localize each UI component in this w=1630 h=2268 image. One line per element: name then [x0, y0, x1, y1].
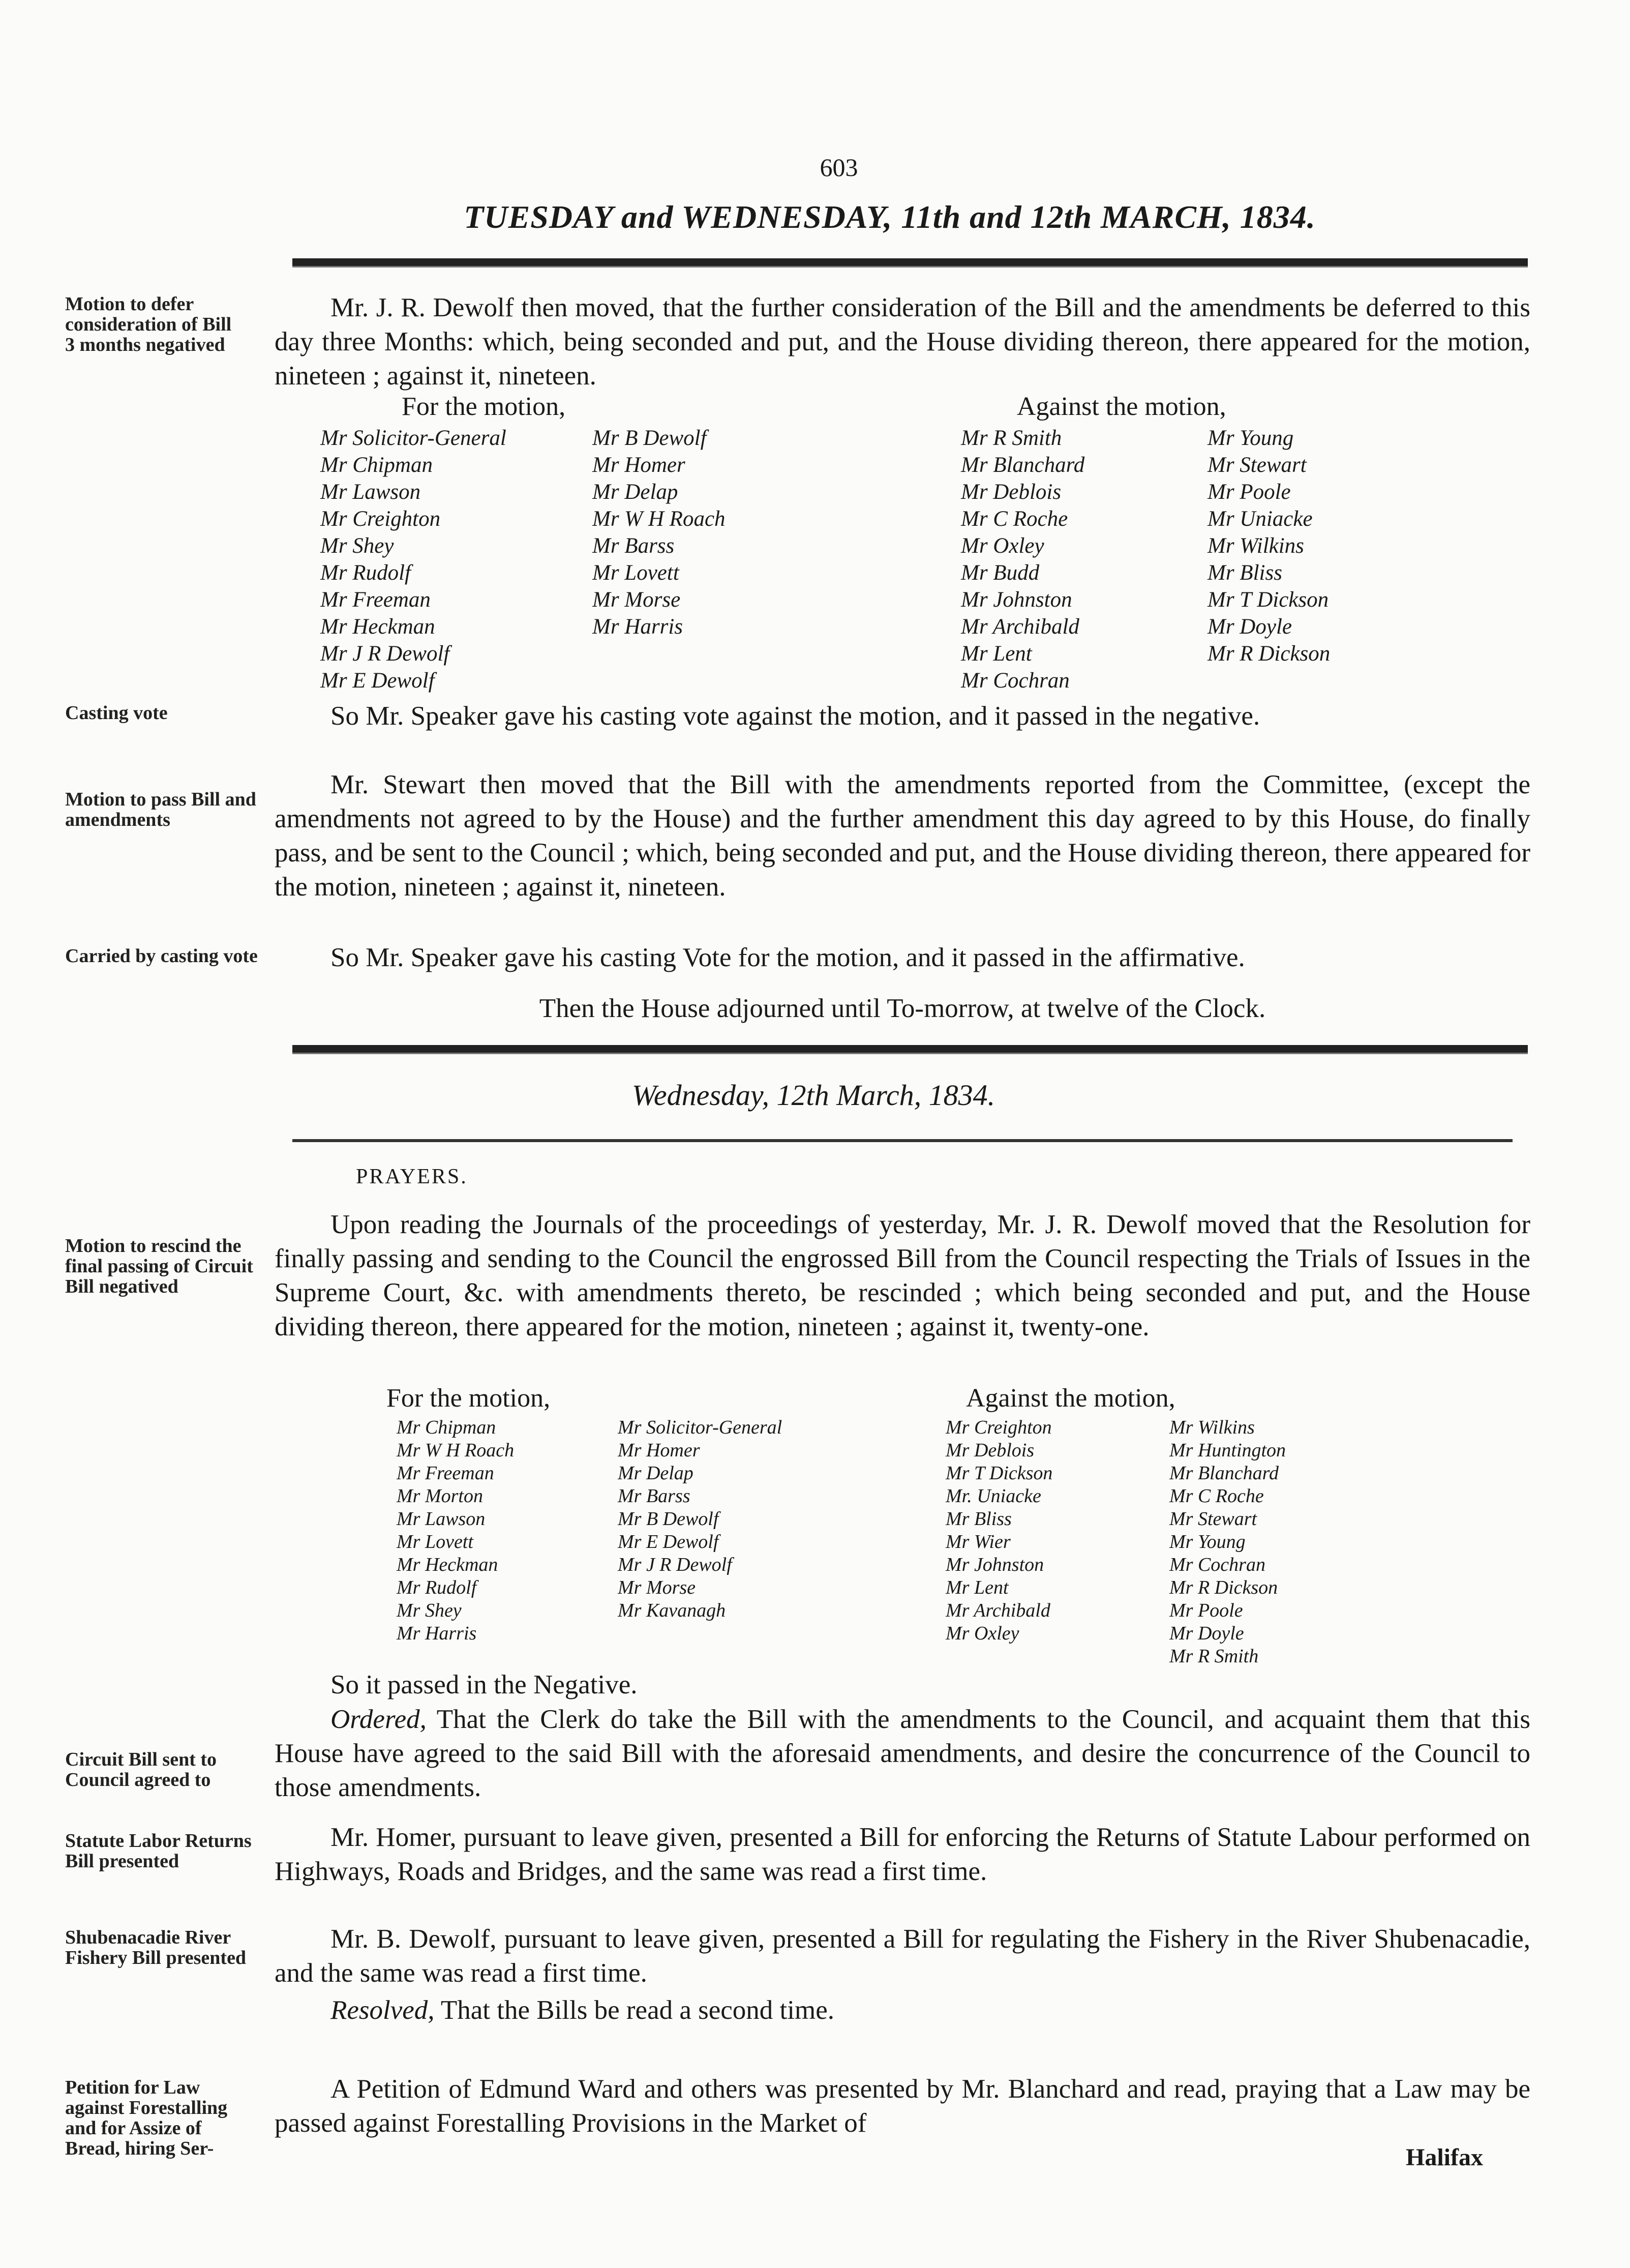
vote1-name: Mr Johnston	[961, 588, 1072, 612]
vote2-for-col2	[618, 1416, 782, 1622]
vote1-name: Mr Creighton	[320, 507, 441, 531]
vote2-name: Mr Barss	[618, 1485, 690, 1507]
vote2-name: Mr Creighton	[946, 1417, 1052, 1438]
vote2-against-col1	[946, 1416, 1052, 1645]
paragraph-petition: A Petition of Edmund Ward and others was presented by Mr. Blanchard and read, praying that a Law may be passed against Forestalling Provisions in the Market of	[275, 2074, 1530, 2138]
vote2-name: Mr Homer	[618, 1440, 700, 1461]
margin-note-carried: Carried by casting vote	[65, 945, 258, 967]
paragraph-rescind-motion: Upon reading the Journals of the proceedings of yesterday, Mr. J. R. Dewolf moved that the Resolution for finally passing and sending to the Council the engrossed Bill from the Council respecting the Trials of Issues in the Supreme Court, &c. with amendments thereto, be rescinded ; which being seconded and put, and the House dividing thereon, there appeared for the motion, nineteen ; against it, twenty-one.	[275, 1210, 1530, 1341]
vote1-name: Mr W H Roach	[592, 507, 726, 531]
vote1-name: Mr Cochran	[961, 669, 1070, 693]
paragraph-passed-negative: So it passed in the Negative.	[330, 1670, 638, 1699]
vote2-name: Mr Heckman	[397, 1554, 498, 1575]
vote1-name: Mr T Dickson	[1208, 588, 1329, 612]
vote1-name: Mr Oxley	[961, 534, 1044, 558]
vote1-name: Mr Lawson	[320, 480, 421, 504]
vote2-name: Mr Cochran	[1169, 1554, 1265, 1575]
vote1-name: Mr Archibald	[961, 615, 1079, 639]
vote1-for-col2	[592, 425, 726, 640]
vote1-against-heading: Against the motion,	[1017, 392, 1226, 421]
vote1-name: Mr Lent	[961, 642, 1032, 666]
vote1-name: Mr Homer	[592, 453, 685, 477]
paragraph-defer-motion: Mr. J. R. Dewolf then moved, that the further consideration of the Bill and the amendments be deferred to this day three Months: which, being seconded and put, and the House dividing thereon, there appeared for the motion, nineteen ; against it, nineteen.	[275, 293, 1530, 391]
vote1-name: Mr Shey	[320, 534, 394, 558]
vote2-name: Mr Lent	[946, 1577, 1009, 1598]
vote1-name: Mr Young	[1208, 426, 1294, 450]
prayers-label: PRAYERS.	[356, 1165, 468, 1188]
page-number: 603	[820, 153, 858, 182]
top-rule	[292, 258, 1528, 267]
vote1-name: Mr Morse	[592, 588, 681, 612]
margin-note-casting-vote: Casting vote	[65, 702, 168, 724]
vote2-name: Mr R Dickson	[1169, 1577, 1278, 1598]
vote1-name: Mr B Dewolf	[592, 426, 707, 450]
ordered-text: That the Clerk do take the Bill with the amendments to the Council, and acquaint them that this House have agreed to the said Bill with the aforesaid amendments, and desire the concurrence of the Council to those amendments.	[275, 1705, 1530, 1802]
vote2-name: Mr C Roche	[1169, 1485, 1264, 1507]
vote1-name: Mr Blanchard	[961, 453, 1085, 477]
vote2-name: Mr Doyle	[1169, 1623, 1244, 1644]
vote1-name: Mr Lovett	[592, 561, 679, 585]
vote2-name: Mr Archibald	[946, 1600, 1050, 1621]
vote2-name: Mr Johnston	[946, 1554, 1044, 1575]
vote2-name: Mr Huntington	[1169, 1440, 1286, 1461]
vote2-name: Mr J R Dewolf	[618, 1554, 732, 1575]
vote2-name: Mr Poole	[1169, 1600, 1243, 1621]
vote2-name: Mr Bliss	[946, 1508, 1012, 1530]
vote1-name: Mr Freeman	[320, 588, 431, 612]
page-title: TUESDAY and WEDNESDAY, 11th and 12th MARCH, 1834.	[464, 199, 1316, 235]
ordered-lead: Ordered,	[330, 1705, 427, 1734]
vote1-name: Mr Doyle	[1208, 615, 1292, 639]
vote2-name: Mr B Dewolf	[618, 1508, 719, 1530]
vote1-name: Mr R Smith	[961, 426, 1062, 450]
vote1-against-col2	[1208, 425, 1330, 667]
vote2-name: Mr Stewart	[1169, 1508, 1257, 1530]
vote1-against-col1	[961, 425, 1084, 694]
margin-note-pass-bill: Motion to pass Bill and amendments	[65, 789, 256, 830]
margin-note-petition: Petition for Law against Forestalling and for Assize of Bread, hiring Ser-	[65, 2077, 228, 2159]
vote2-name: Mr Solicitor-General	[618, 1417, 782, 1438]
vote2-for-col1	[397, 1416, 514, 1645]
vote1-for-col1	[320, 425, 506, 694]
vote1-name: Mr Budd	[961, 561, 1040, 585]
resolved-text: That the Bills be read a second time.	[440, 1995, 834, 2025]
section-rule	[292, 1139, 1513, 1142]
vote2-name: Mr E Dewolf	[618, 1531, 719, 1553]
vote1-name: Mr C Roche	[961, 507, 1068, 531]
paragraph-stewart-motion: Mr. Stewart then moved that the Bill with the amendments reported from the Committee, (except the amendments not agreed to by the House) and the further amendment this day agreed to by this House, do finally pass, and be sent to the Council ; which, being seconded and put, and the House dividing thereon, there appeared for the motion, nineteen ; against it, nineteen.	[275, 770, 1530, 902]
vote1-name: Mr Stewart	[1208, 453, 1307, 477]
vote2-name: Mr R Smith	[1169, 1646, 1259, 1667]
vote2-name: Mr Wier	[946, 1531, 1011, 1553]
margin-note-statute-labor: Statute Labor Returns Bill presented	[65, 1830, 252, 1872]
vote2-name: Mr Morse	[618, 1577, 696, 1598]
vote1-name: Mr Solicitor-General	[320, 426, 506, 450]
vote2-for-heading: For the motion,	[386, 1384, 551, 1413]
vote2-name: Mr Morton	[397, 1485, 483, 1507]
vote1-name: Mr Poole	[1208, 480, 1291, 504]
margin-note-rescind: Motion to rescind the final passing of Circuit Bill negatived	[65, 1235, 253, 1297]
vote2-name: Mr Young	[1169, 1531, 1246, 1553]
vote1-name: Mr R Dickson	[1208, 642, 1331, 666]
vote1-name: Mr J R Dewolf	[320, 642, 450, 666]
paragraph-resolved	[275, 1993, 1530, 2027]
vote1-name: Mr E Dewolf	[320, 669, 435, 693]
catchword: Halifax	[1406, 2144, 1483, 2171]
paragraph-fishery-bill: Mr. B. Dewolf, pursuant to leave given, presented a Bill for regulating the Fishery in the River Shubenacadie, and the same was read a first time.	[275, 1924, 1530, 1988]
paragraph-adjourned: Then the House adjourned until To-morrow, at twelve of the Clock.	[539, 994, 1266, 1023]
vote2-name: Mr Delap	[618, 1463, 693, 1484]
vote2-name: Mr Wilkins	[1169, 1417, 1255, 1438]
vote1-name: Mr Bliss	[1208, 561, 1282, 585]
vote2-name: Mr Harris	[397, 1623, 477, 1644]
vote2-against-heading: Against the motion,	[966, 1384, 1175, 1413]
vote2-name: Mr. Uniacke	[946, 1485, 1041, 1507]
vote2-name: Mr Deblois	[946, 1440, 1035, 1461]
mid-rule	[292, 1045, 1528, 1054]
vote1-name: Mr Deblois	[961, 480, 1062, 504]
vote2-name: Mr Blanchard	[1169, 1463, 1279, 1484]
margin-note-circuit-bill: Circuit Bill sent to Council agreed to	[65, 1749, 217, 1790]
paragraph-casting-vote-negative: So Mr. Speaker gave his casting vote against the motion, and it passed in the negative.	[330, 701, 1260, 731]
vote2-name: Mr Kavanagh	[618, 1600, 726, 1621]
vote2-name: Mr Freeman	[397, 1463, 494, 1484]
paragraph-ordered	[275, 1703, 1530, 1805]
vote2-name: Mr Rudolf	[397, 1577, 477, 1598]
margin-note-defer: Motion to defer consideration of Bill 3 months negatived	[65, 293, 232, 355]
vote1-name: Mr Harris	[592, 615, 683, 639]
vote2-name: Mr Chipman	[397, 1417, 496, 1438]
vote1-name: Mr Chipman	[320, 453, 433, 477]
vote1-name: Mr Barss	[592, 534, 675, 558]
vote2-name: Mr T Dickson	[946, 1463, 1053, 1484]
resolved-lead: Resolved,	[330, 1995, 435, 2025]
vote2-name: Mr Shey	[397, 1600, 462, 1621]
vote1-name: Mr Wilkins	[1208, 534, 1304, 558]
vote2-against-col2	[1169, 1416, 1286, 1668]
margin-note-shubenacadie: Shubenacadie River Fishery Bill presented	[65, 1927, 247, 1968]
vote1-name: Mr Rudolf	[320, 561, 411, 585]
vote1-for-heading: For the motion,	[402, 392, 566, 421]
paragraph-statute-labour-bill: Mr. Homer, pursuant to leave given, presented a Bill for enforcing the Returns of Statute Labour performed on Highways, Roads and Bridges, and the same was read a first time.	[275, 1823, 1530, 1886]
vote1-name: Mr Heckman	[320, 615, 435, 639]
vote2-name: Mr Lawson	[397, 1508, 486, 1530]
vote2-name: Mr Oxley	[946, 1623, 1019, 1644]
vote2-name: Mr Lovett	[397, 1531, 473, 1553]
vote2-name: Mr W H Roach	[397, 1440, 515, 1461]
paragraph-casting-vote-affirmative: So Mr. Speaker gave his casting Vote for the motion, and it passed in the affirmative.	[330, 943, 1245, 972]
section-date-heading: Wednesday, 12th March, 1834.	[631, 1079, 995, 1112]
vote1-name: Mr Delap	[592, 480, 678, 504]
vote1-name: Mr Uniacke	[1208, 507, 1313, 531]
